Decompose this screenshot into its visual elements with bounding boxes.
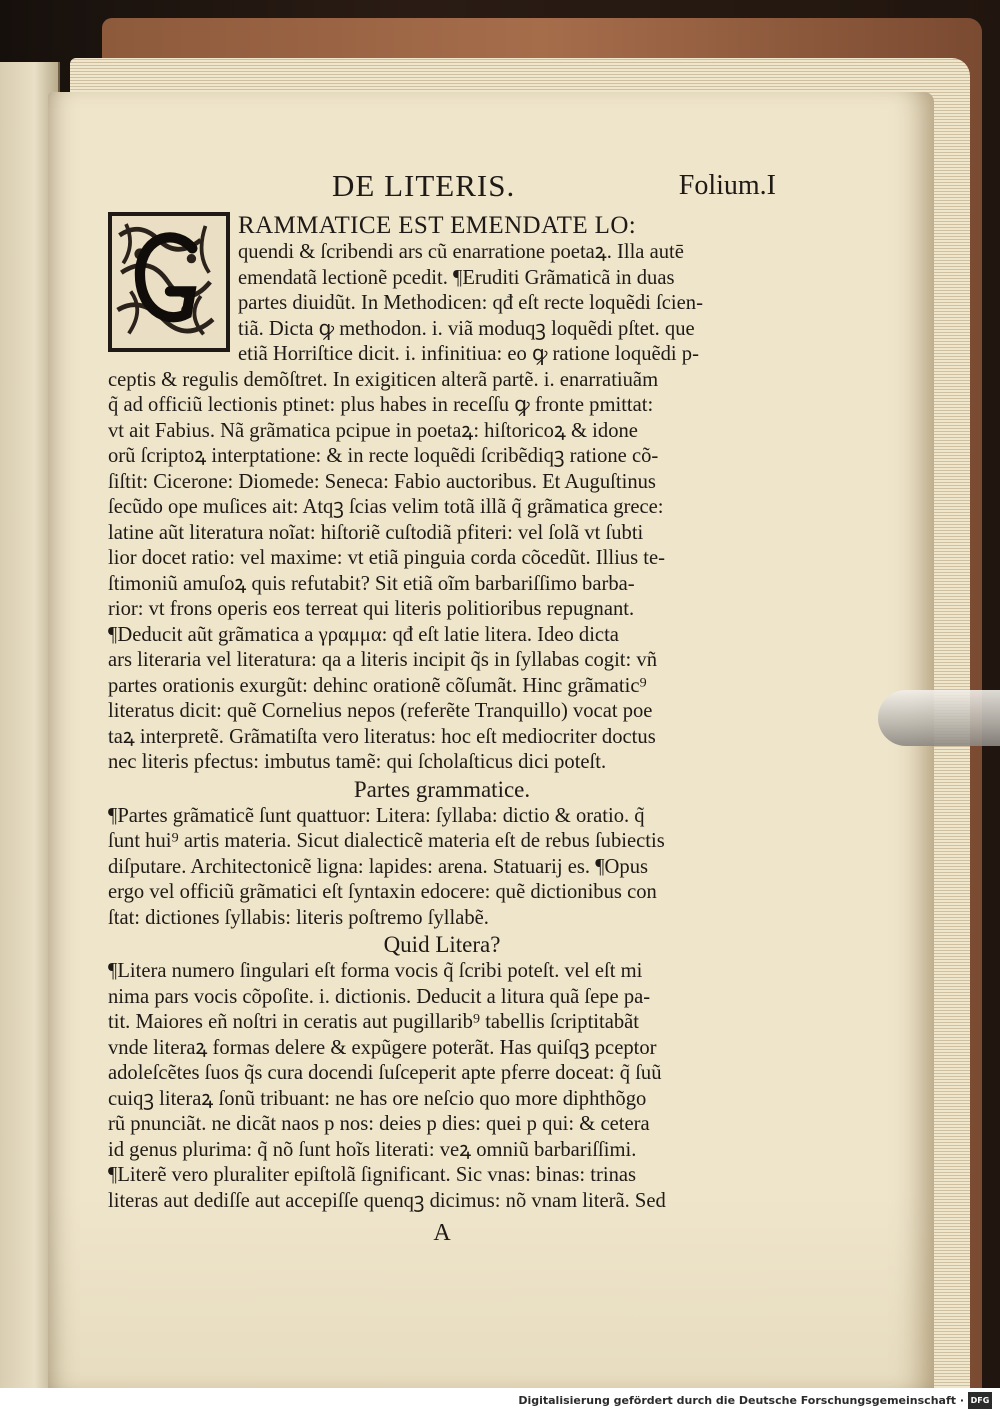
footer-bar [0,1388,1000,1415]
opening-block [108,212,776,368]
text-line: ars literaria vel literatura: qa a literis incipit q̃s in ſyllabas cogit: vñ [108,649,657,671]
dfg-logo-icon: DFG [968,1392,992,1409]
text-line: ¶Literẽ vero pluraliter epiſtolã ſignificant. Sic vnas: binas: trinas [108,1164,637,1186]
text-line: partes orationis exurgũt: dehinc orationẽ cõſumãt. Hinc grãmatic⁹ [108,674,647,697]
text-line: id genus plurima: q̃ nõ ſunt hoĩs literati: veꝝ omniũ barbariſſimi. [108,1138,637,1161]
text-line: lior docet ratio: vel maxime: vt etiã pinguia corda cõcedũt. Illius te- [108,547,665,569]
text-line: quendi & ſcribendi ars cũ enarratione poetaꝝ. Illa autē [238,241,684,263]
text-line: rior: vt frons operis eos terreat qui literis politioribus repugnant. [108,598,635,620]
text-line: vt ait Fabius. Nã grãmatica pcipue in poetaꝝ: hiſtoricoꝝ & idone [108,419,638,442]
paragraph-4 [108,959,776,1214]
page-text [108,168,776,1250]
text-line: nec literis pfectus: imbutus tamẽ: qui ſcholaſticus dici poteſt. [108,751,607,773]
text-line: ſecũdo ope muſices ait: Atqꝫ ſcias velim totã illã q̃ grãmatica grece: [108,496,664,518]
section-heading: Partes grammatice. [353,776,531,802]
text-line: vnde literaꝝ formas delere & expũgere poterãt. Has quiſqꝫ pceptor [108,1036,657,1059]
text-line: ergo vel officiũ grãmatici eſt ſyntaxin edocere: quẽ dictionibus con [108,881,657,903]
section-heading: Quid Litera? [383,932,501,957]
text-line: ſtimoniũ amuſoꝝ quis refutabit? Sit etiã oĩm barbariſſimo barba- [108,572,635,595]
text-line: ¶Deducit aũt grãmatica a γραμμα: qđ eſt latie litera. Ideo dicta [108,623,619,646]
paragraph-3 [108,804,776,932]
text-line: ſiſtit: Cicerone: Diomede: Seneca: Fabio auctoribus. Et Auguſtinus [108,470,656,493]
text-line: adoleſcẽtes ſuos q̃s cura docendi ſuſceperit apte pferre doceat: q̃ ſuũ [108,1062,662,1084]
running-header [108,168,776,212]
text-line: nima pars vocis cõpoſite. i. dictionis. Deducit a litura quã ſepe pa- [108,985,651,1008]
text-line: taꝝ interpretẽ. Grãmatiſta vero literatus: hoc eſt mediocriter doctus [108,725,656,748]
decorated-initial [108,212,230,352]
funding-credit: Digitalisierung gefördert durch die Deutsche Forschungsgemeinschaft · [518,1394,964,1407]
text-line: partes diuidũt. In Methodicen: qđ eſt recte loquẽdi ſcien- [238,292,703,314]
folio-number: Folium.I [678,170,776,201]
text-line: tit. Maiores eñ noſtri in ceratis aut pugillarib⁹ tabellis ſcriptitabãt [108,1011,640,1033]
running-title: DE LITERIS. [332,168,516,203]
text-line: RAMMATICE EST EMENDATE LO: [238,212,637,239]
text-line: latine aũt literatura noĩat: hiſtoriẽ cuſtodiã pfiteri: vel ſolã vt ſubti [108,521,644,544]
text-line: literatus dicit: quẽ Cornelius nepos (referẽte Tranquillo) vocat poe [108,700,653,722]
text-line: ſtat: dictiones ſyllabis: literis poſtremo ſyllabẽ. [108,906,489,929]
paragraph-2 [108,623,776,776]
text-line: ceptis & regulis demõſtret. In exigiticen alterã partẽ. i. enarratiuãm [108,368,659,391]
text-line: orũ ſcriptoꝝ interptatione: & in recte loquẽdi ſcribẽdiqꝫ ratione cõ- [108,445,659,467]
text-line: ¶Litera numero ſingulari eſt forma vocis q̃ ſcribi poteſt. vel eſt mi [108,960,643,982]
text-line: ſunt hui⁹ artis materia. Sicut dialecticẽ materia eſt de rebus ſubiectis [108,830,665,852]
text-line: q̃ ad officiũ lectionis ptinet: plus habes in receſſu ꝙ fronte pmittat: [108,394,654,416]
text-line: rũ pnunciãt. ne dicãt naos p nos: deies p dies: quei p qui: & cetera [108,1113,650,1135]
signature-mark: A [433,1220,451,1246]
initial-ornament-icon [112,216,226,348]
text-line: diſputare. Architectonicẽ ligna: lapides: arena. Statuarij es. ¶Opus [108,855,649,878]
text-line: tiã. Dicta ꝙ methodon. i. viã moduqꝫ loquẽdi pſtet. que [238,317,695,340]
text-line: cuiqꝫ literaꝝ ſonũ tribuant: ne has ore neſcio quo more diphthõgo [108,1087,647,1110]
text-line: emendatã lectionẽ pcedit. ¶Eruditi Grãmaticã in duas [238,266,675,289]
page-clip [878,690,1000,746]
paragraph-1 [108,368,776,623]
text-line: ¶Partes grãmaticẽ ſunt quattuor: Litera: ſyllaba: dictio & oratio. q̃ [108,804,645,827]
text-line: etiã Horriſtice dicit. i. infinitiua: eo ꝙ ratione loquẽdi p- [238,343,699,365]
text-line: literas aut dediſſe aut accepiſſe quenqꝫ dicimus: nõ vnam literã. Sed [108,1189,666,1212]
